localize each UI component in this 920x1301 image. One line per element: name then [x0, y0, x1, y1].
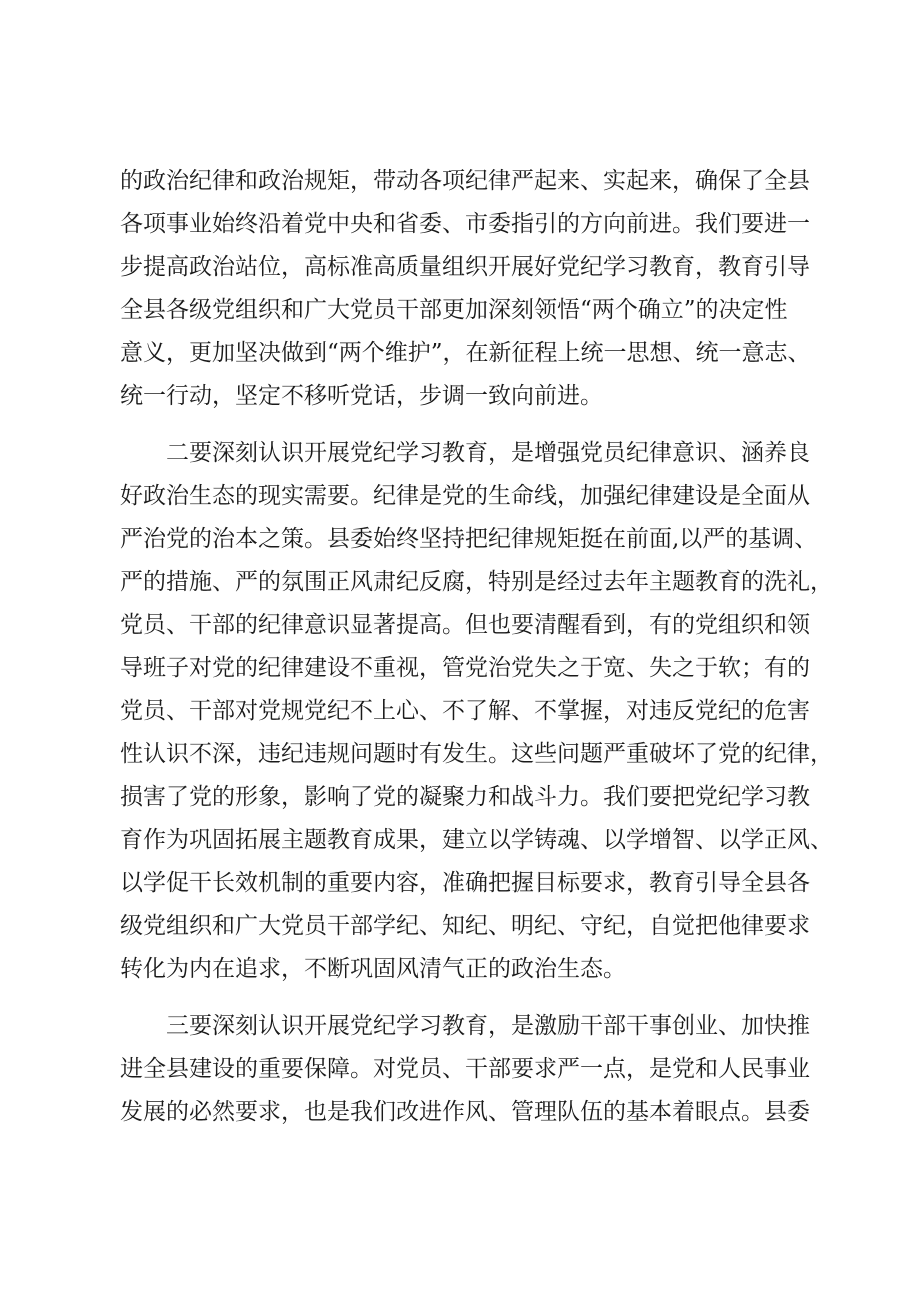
- text-line: 统一行动，坚定不移听党话，步调一致向前进。: [120, 383, 603, 409]
- text-line: 以学促干长效机制的重要内容，准确把握目标要求，教育引导全县各: [120, 870, 810, 896]
- text-line: 各项事业始终沿着党中央和省委、市委指引的方向前进。我们要进一: [120, 211, 810, 237]
- text-line: 进全县建设的重要保障。对党员、干部要求严一点，是党和人民事业: [120, 1056, 810, 1082]
- text-line: 步提高政治站位，高标准高质量组织开展好党纪学习教育，教育引导: [120, 254, 810, 280]
- text-line: 全县各级党组织和广大党员干部更加深刻领悟“两个确立”的决定性: [120, 297, 788, 323]
- text-line: 严治党的治本之策。县委始终坚持把纪律规矩挺在前面,以严的基调、: [120, 526, 818, 552]
- document-body: [120, 160, 840, 1134]
- paragraph-3: [120, 1005, 840, 1134]
- paragraph-spacer: [120, 418, 840, 432]
- paragraph-1: [120, 160, 840, 418]
- text-line: 党员、干部对党规党纪不上心、不了解、不掌握，对违反党纪的危害: [120, 698, 810, 724]
- text-line: 三要深刻认识开展党纪学习教育，是激励干部干事创业、加快推: [120, 1013, 810, 1039]
- text-line: 意义，更加坚决做到“两个维护”，在新征程上统一思想、统一意志、: [120, 340, 811, 366]
- paragraph-2: [120, 432, 840, 991]
- text-line: 导班子对党的纪律建设不重视，管党治党失之于宽、失之于软；有的: [120, 655, 810, 681]
- text-line: 育作为巩固拓展主题教育成果，建立以学铸魂、以学增智、以学正风、: [120, 827, 833, 853]
- text-line: 党员、干部的纪律意识显著提高。但也要清醒看到，有的党组织和领: [120, 612, 810, 638]
- text-line: 损害了党的形象，影响了党的凝聚力和战斗力。我们要把党纪学习教: [120, 784, 810, 810]
- paragraph-spacer: [120, 991, 840, 1005]
- text-line: 好政治生态的现实需要。纪律是党的生命线，加强纪律建设是全面从: [120, 483, 810, 509]
- text-line: 级党组织和广大党员干部学纪、知纪、明纪、守纪，自觉把他律要求: [120, 913, 810, 939]
- text-line: 发展的必然要求，也是我们改进作风、管理队伍的基本着眼点。县委: [120, 1099, 810, 1125]
- text-line: 二要深刻认识开展党纪学习教育，是增强党员纪律意识、涵养良: [120, 440, 810, 466]
- text-line: 的政治纪律和政治规矩，带动各项纪律严起来、实起来，确保了全县: [120, 168, 810, 194]
- text-line: 转化为内在追求，不断巩固风清气正的政治生态。: [120, 956, 626, 982]
- text-line: 性认识不深，违纪违规问题时有发生。这些问题严重破坏了党的纪律，: [120, 741, 833, 767]
- text-line: 严的措施、严的氛围正风肃纪反腐，特别是经过去年主题教育的洗礼，: [120, 569, 833, 595]
